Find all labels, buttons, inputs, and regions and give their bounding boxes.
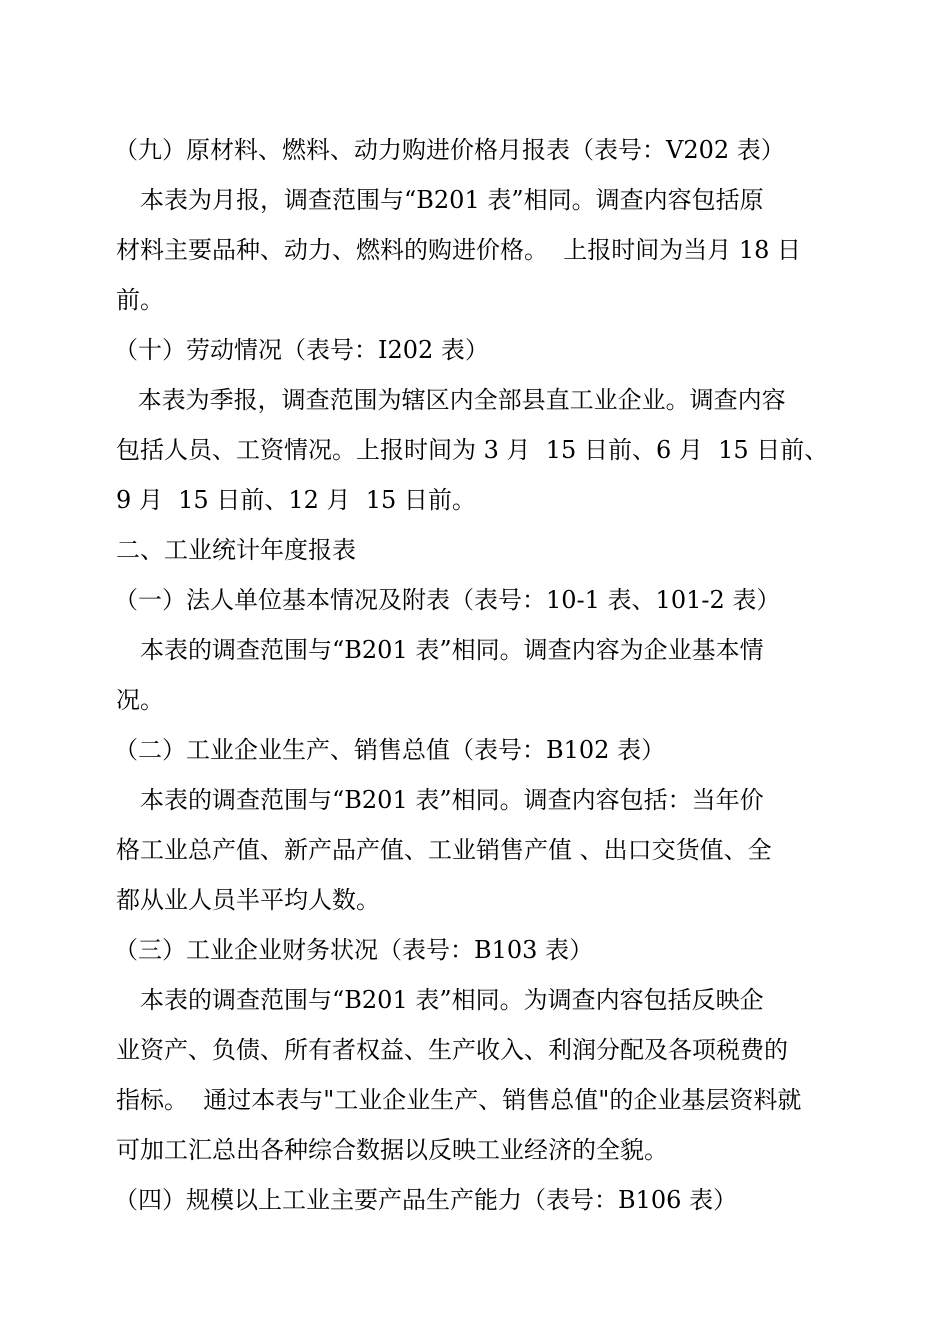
paragraph-line: 可加工汇总出各种综合数据以反映工业经济的全貌。 xyxy=(116,1136,668,1164)
paragraph-line: 本表为月报，调查范围与“B201 表”相同。调查内容包括原 xyxy=(116,186,764,214)
paragraph-line: 本表的调查范围与“B201 表”相同。为调查内容包括反映企 xyxy=(116,986,764,1014)
paragraph-line: 格工业总产值、新产品产值、工业销售产值 、出口交货值、全 xyxy=(116,836,772,864)
paragraph-line: 业资产、负债、所有者权益、生产收入、利润分配及各项税费的 xyxy=(116,1036,788,1064)
heading-subsection-2: （二）工业企业生产、销售总值（表号：B102 表） xyxy=(114,736,666,764)
paragraph-line: 本表的调查范围与“B201 表”相同。调查内容包括：当年价 xyxy=(116,786,764,814)
paragraph-line: 包括人员、工资情况。上报时间为 3 月 15 日前、6 月 15 日前、 xyxy=(116,436,829,464)
paragraph-line: 本表的调查范围与“B201 表”相同。调查内容为企业基本情 xyxy=(116,636,764,664)
paragraph-line: 况。 xyxy=(116,686,164,714)
paragraph-line: 都从业人员半平均人数。 xyxy=(116,886,380,914)
paragraph-line: 指标。 通过本表与"工业企业生产、销售总值"的企业基层资料就 xyxy=(116,1086,802,1114)
heading-subsection-3: （三）工业企业财务状况（表号：B103 表） xyxy=(114,936,594,964)
paragraph-line: 材料主要品种、动力、燃料的购进价格。 上报时间为当月 18 日 xyxy=(116,236,802,264)
paragraph-line: 前。 xyxy=(116,286,164,314)
heading-subsection-4: （四）规模以上工业主要产品生产能力（表号：B106 表） xyxy=(114,1186,738,1214)
heading-section-9: （九）原材料、燃料、动力购进价格月报表（表号：V202 表） xyxy=(114,136,785,164)
heading-subsection-1: （一）法人单位基本情况及附表（表号：10-1 表、101-2 表） xyxy=(114,586,781,614)
heading-section-10: （十）劳动情况（表号：I202 表） xyxy=(114,336,489,364)
heading-part-2: 二、工业统计年度报表 xyxy=(116,536,356,564)
paragraph-line: 9 月 15 日前、12 月 15 日前。 xyxy=(116,486,476,514)
paragraph-line: 本表为季报，调查范围为辖区内全部县直工业企业。调查内容 xyxy=(130,386,786,414)
